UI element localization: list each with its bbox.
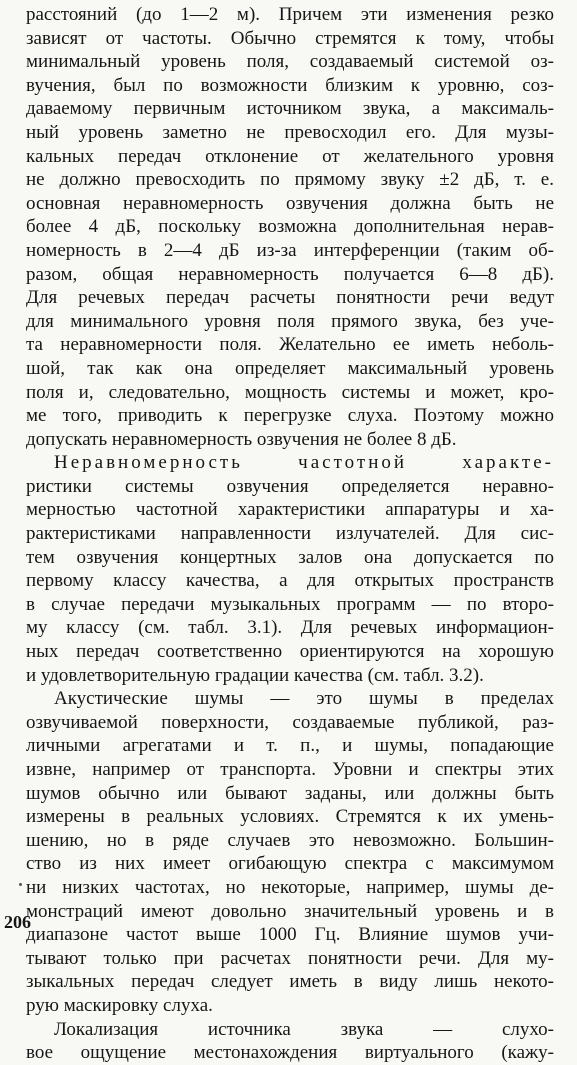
- text-line: более 4 дБ, поскольку возможна дополнительная нерав-: [26, 216, 554, 238]
- text-line: для минимального уровня поля прямого звука, без уче-: [26, 310, 554, 332]
- text-line: монстраций имеют довольно значительный уровень и в: [26, 900, 554, 922]
- text-line: в случае передачи музыкальных программ — по второ-: [26, 593, 554, 615]
- page-number: 206: [4, 912, 31, 932]
- text-line: допускать неравномерность озвучения не более 8 дБ.: [26, 428, 457, 450]
- text-line: даваемому первичным источником звука, а максималь-: [26, 98, 554, 120]
- text-line: Для речевых передач расчеты понятности речи ведут: [26, 287, 554, 309]
- text-line: первому классу качества, а для открытых пространств: [26, 570, 554, 592]
- text-line: тем озвучения концертных залов она допускается по: [26, 546, 554, 568]
- text-line: зависят от частоты. Обычно стремятся к тому, чтобы: [26, 27, 554, 49]
- print-speck: [19, 883, 22, 886]
- text-line: основная неравномерность озвучения должна быть не: [26, 192, 554, 214]
- text-line: и удовлетворительную градации качества (см. табл. 3.2).: [26, 664, 484, 686]
- text-line: номерность в 2—4 дБ из-за интерференции (таким об-: [26, 239, 554, 261]
- text-line: диапазоне частот выше 1000 Гц. Влияние шумов учи-: [26, 924, 554, 946]
- text-line: не должно превосходить по прямому звуку ±2 дБ, т. е.: [26, 169, 554, 191]
- text-line: рактеристиками направленности излучателей. Для сис-: [26, 523, 554, 545]
- text-line: ни низких частотах, но некоторые, например, шумы де-: [26, 876, 554, 898]
- text-line: вучения, был по возможности близким к уровню, соз-: [26, 74, 554, 96]
- paragraph-heading-line: Неравномерность частотной характе-: [54, 452, 554, 474]
- text-line: тывают только при расчетах понятности речи. Для му-: [26, 947, 554, 969]
- text-line: ный уровень заметно не превосходил его. Для музы-: [26, 121, 554, 143]
- text-line: шумов обычно или бывают заданы, или должны быть: [26, 782, 554, 804]
- text-line: разом, общая неравномерность получается 6—8 дБ).: [26, 263, 554, 285]
- text-line: рую маскировку слуха.: [26, 994, 213, 1016]
- text-line: му классу (см. табл. 3.1). Для речевых информацион-: [26, 617, 554, 639]
- text-line: мерностью частотной характеристики аппаратуры и ха-: [26, 499, 554, 521]
- text-line: шению, но в ряде случаев это невозможно. Большин-: [26, 829, 554, 851]
- text-line: кальных передач отклонение от желательного уровня: [26, 145, 554, 167]
- text-line: зыкальных передач следует иметь в виду лишь некото-: [26, 971, 554, 993]
- text-line: шой, так как она определяет максимальный уровень: [26, 357, 554, 379]
- text-line: ристики системы озвучения определяется неравно-: [26, 475, 554, 497]
- text-line: ме того, приводить к перегрузке слуха. Поэтому можно: [26, 405, 554, 427]
- text-line: минимальный уровень поля, создаваемый системой оз-: [26, 51, 554, 73]
- text-line: та неравномерности поля. Желательно ее иметь неболь-: [26, 334, 554, 356]
- body-text: [26, 3, 554, 1065]
- text-line: вое ощущение местонахождения виртуального (кажу-: [26, 1042, 554, 1064]
- text-line: расстояний (до 1—2 м). Причем эти изменения резко: [26, 4, 554, 25]
- text-line: ство из них имеет огибающую спектра с максимумом: [26, 853, 554, 875]
- paragraph-heading-line: Акустические шумы — это шумы в пределах: [54, 688, 554, 710]
- paragraph-heading-line: Локализация источника звука — слухо-: [54, 1018, 554, 1040]
- text-line: измерены в реальных условиях. Стремятся к их умень-: [26, 806, 554, 828]
- text-line: поля и, следовательно, мощность системы и может, кро-: [26, 381, 554, 403]
- text-line: озвучиваемой поверхности, создаваемые публикой, раз-: [26, 711, 554, 733]
- text-line: ных передач соответственно ориентируются на хорошую: [26, 641, 554, 663]
- text-line: извне, например от транспорта. Уровни и спектры этих: [26, 759, 554, 780]
- text-line: личными агрегатами и т. п., и шумы, попадающие: [26, 735, 554, 757]
